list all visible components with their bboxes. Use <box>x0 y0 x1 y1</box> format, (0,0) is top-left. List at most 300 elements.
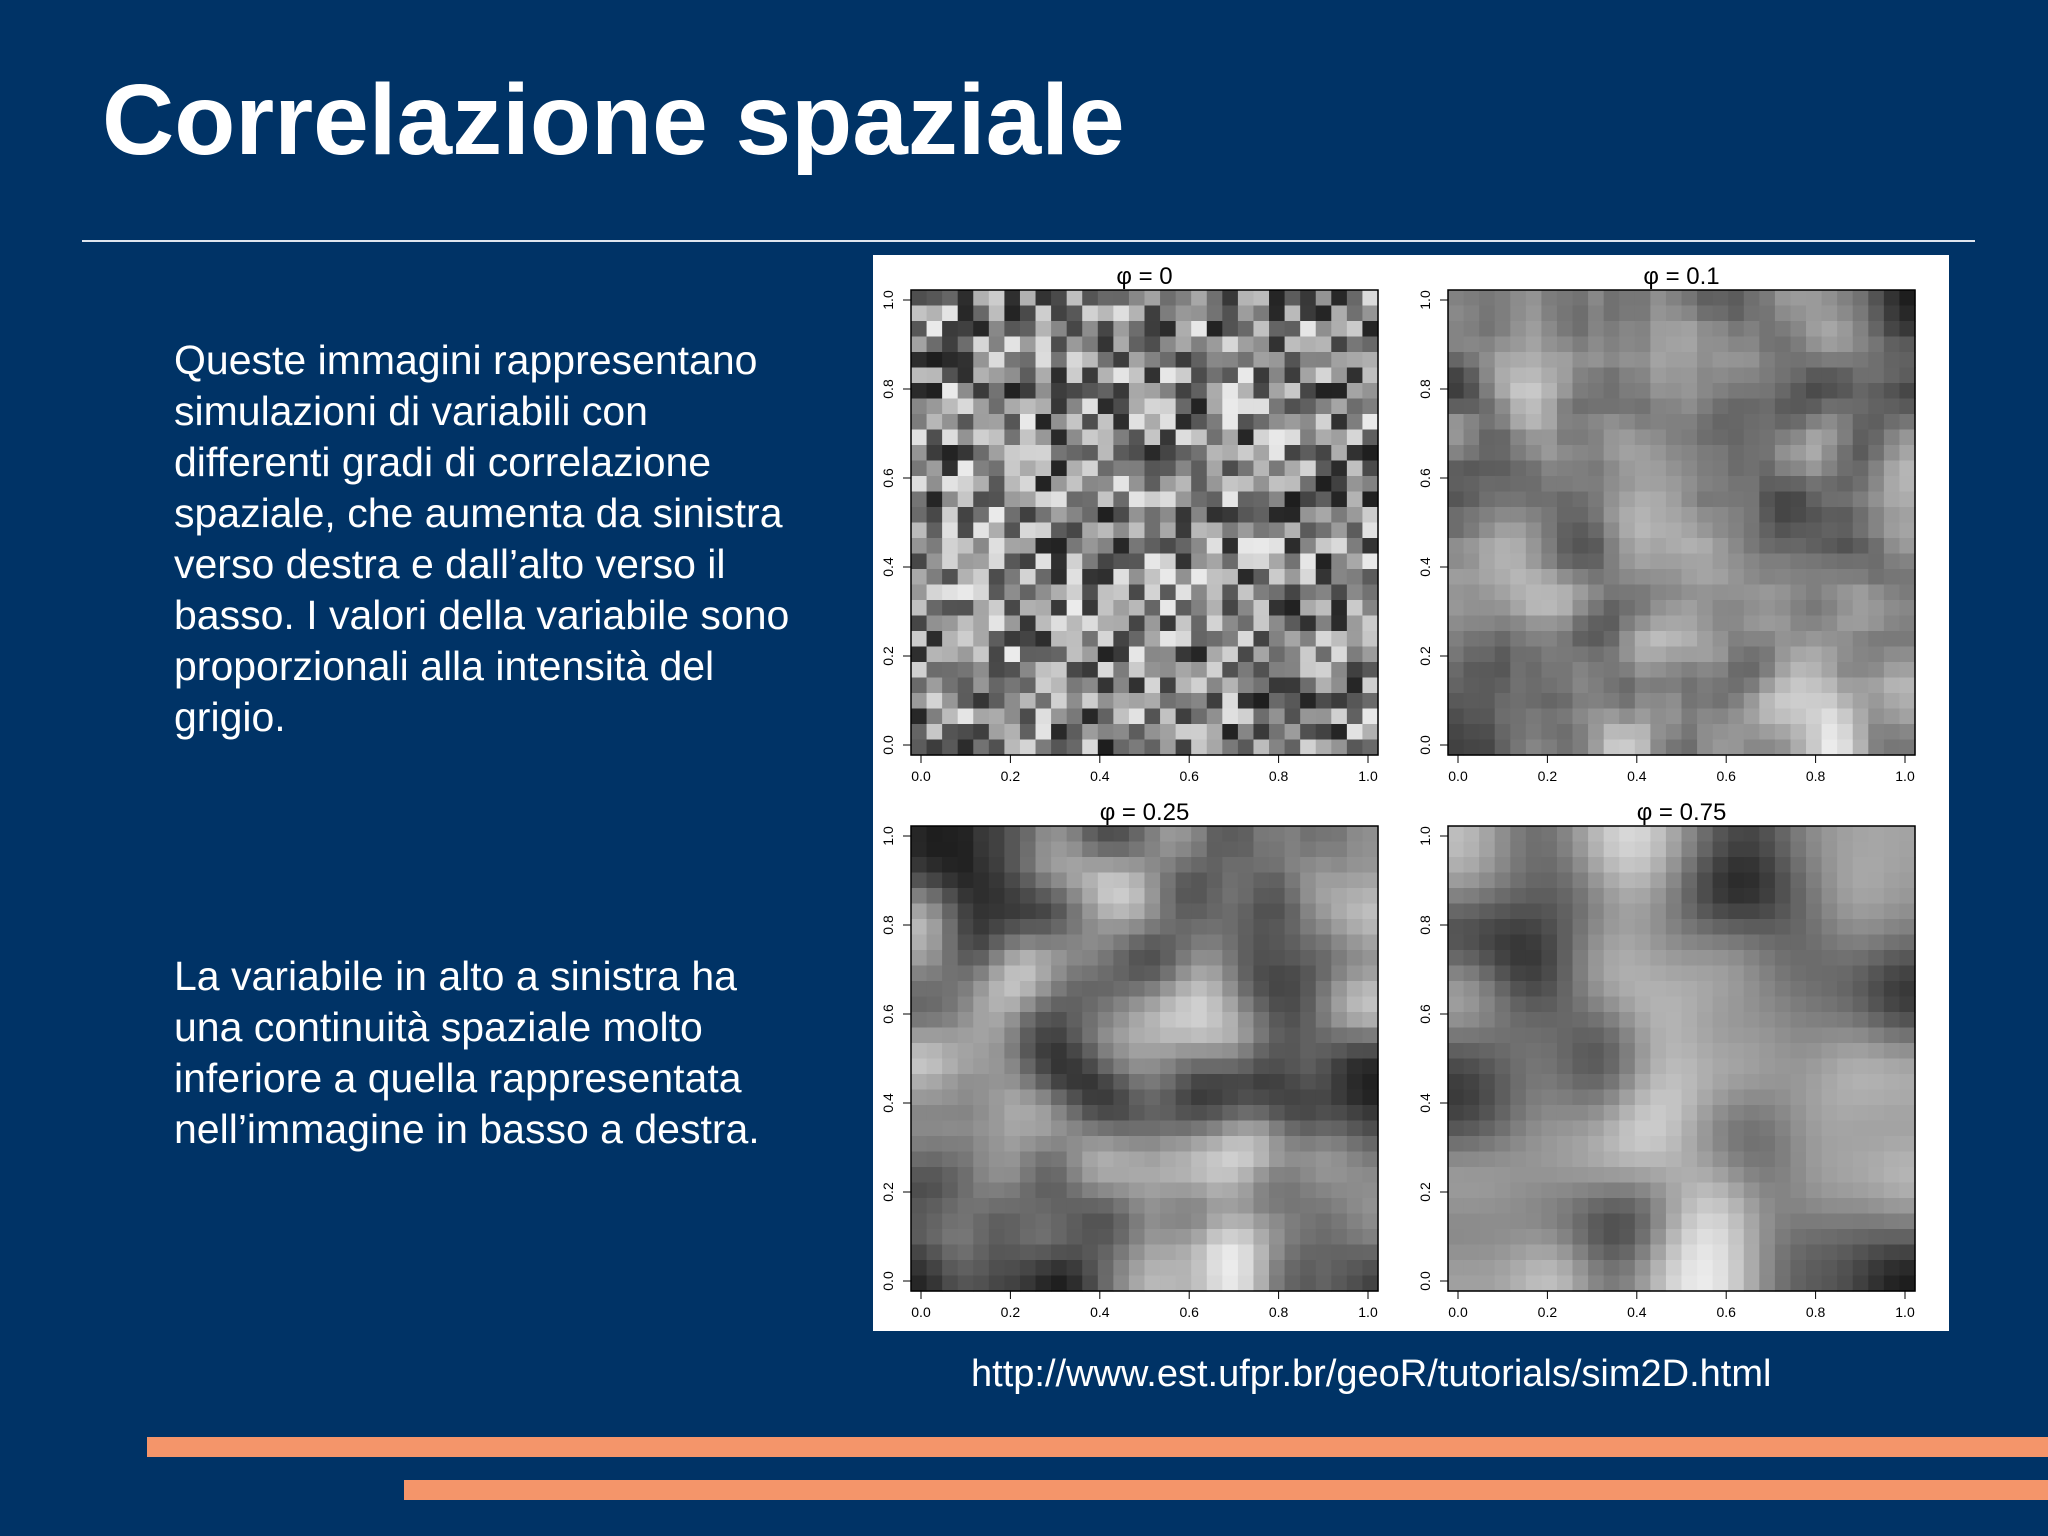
heatmap-cell <box>1051 935 1067 951</box>
heatmap-cell <box>1129 678 1145 694</box>
heatmap-cell <box>1145 1105 1161 1121</box>
heatmap-cell <box>1347 616 1363 632</box>
heatmap-cell <box>1868 538 1884 554</box>
heatmap-cell <box>1362 306 1378 322</box>
heatmap-cell <box>911 430 927 446</box>
heatmap-cell <box>1697 445 1713 461</box>
heatmap-cell <box>1300 1043 1316 1059</box>
heatmap-cell <box>1541 1121 1557 1137</box>
heatmap-cell <box>1129 1028 1145 1044</box>
heatmap-cell <box>1253 1229 1269 1245</box>
heatmap-cell <box>1822 1198 1838 1214</box>
heatmap-cell <box>1176 337 1192 353</box>
heatmap-cell <box>1098 1260 1114 1276</box>
heatmap-cell <box>1744 1028 1760 1044</box>
heatmap-cell <box>1285 600 1301 616</box>
heatmap-cell <box>1822 368 1838 384</box>
heatmap-cell <box>1176 935 1192 951</box>
heatmap-cell <box>958 1136 974 1152</box>
heatmap-cell <box>1588 321 1604 337</box>
heatmap-cell <box>1541 1028 1557 1044</box>
heatmap-cell <box>1790 290 1806 306</box>
heatmap-cell <box>1604 430 1620 446</box>
heatmap-cell <box>1806 600 1822 616</box>
heatmap-cell <box>958 368 974 384</box>
heatmap-cell <box>911 1028 927 1044</box>
heatmap-cell <box>1238 414 1254 430</box>
heatmap-cell <box>1176 585 1192 601</box>
heatmap-cell <box>1588 1059 1604 1075</box>
heatmap-cell <box>1728 306 1744 322</box>
heatmap-cell <box>1082 321 1098 337</box>
heatmap-cell <box>1713 981 1729 997</box>
heatmap-cell <box>1837 1183 1853 1199</box>
heatmap-cell <box>1300 461 1316 477</box>
heatmap-cell <box>1759 997 1775 1013</box>
heatmap-cell <box>1557 1105 1573 1121</box>
heatmap-cell <box>1822 873 1838 889</box>
heatmap-cell <box>1316 368 1332 384</box>
heatmap-cell <box>1837 904 1853 920</box>
heatmap-cell <box>1238 935 1254 951</box>
heatmap-cell <box>1067 1012 1083 1028</box>
heatmap-cell <box>1331 826 1347 842</box>
heatmap-cell <box>1191 1121 1207 1137</box>
heatmap-cell <box>1269 1074 1285 1090</box>
heatmap-cell <box>1207 1183 1223 1199</box>
heatmap-cell <box>1775 368 1791 384</box>
heatmap-cell <box>1526 1090 1542 1106</box>
heatmap-cell <box>1495 1245 1511 1261</box>
heatmap-cell <box>1176 569 1192 585</box>
heatmap-cell <box>1619 888 1635 904</box>
heatmap-cell <box>1666 1121 1682 1137</box>
heatmap-cell <box>1082 631 1098 647</box>
heatmap-cell <box>1129 492 1145 508</box>
heatmap-cell <box>1285 1152 1301 1168</box>
heatmap-cell <box>1300 1090 1316 1106</box>
heatmap-cell <box>1176 1167 1192 1183</box>
heatmap-cell <box>1191 1183 1207 1199</box>
heatmap-cell <box>958 1012 974 1028</box>
heatmap-cell <box>1362 842 1378 858</box>
heatmap-cell <box>1347 662 1363 678</box>
heatmap-cell <box>1806 678 1822 694</box>
x-tick-label: 0.4 <box>1627 768 1647 784</box>
heatmap-cell <box>1495 616 1511 632</box>
heatmap-cell <box>1191 919 1207 935</box>
heatmap-cell <box>911 476 927 492</box>
heatmap-cell <box>1098 290 1114 306</box>
heatmap-cell <box>1884 1152 1900 1168</box>
y-tick-label: 0.0 <box>1417 735 1433 755</box>
heatmap-cell <box>1619 1276 1635 1292</box>
heatmap-cell <box>1713 1260 1729 1276</box>
heatmap-cell <box>1238 631 1254 647</box>
heatmap-cell <box>1145 1012 1161 1028</box>
heatmap-cell <box>1036 430 1052 446</box>
heatmap-cell <box>1331 290 1347 306</box>
heatmap-cell <box>1697 585 1713 601</box>
heatmap-cell <box>1129 1276 1145 1292</box>
heatmap-cell <box>1479 461 1495 477</box>
heatmap-cell <box>911 569 927 585</box>
heatmap-cell <box>1269 647 1285 663</box>
heatmap-cell <box>1713 647 1729 663</box>
heatmap-cell <box>927 904 943 920</box>
heatmap-cell <box>1868 873 1884 889</box>
heatmap-cell <box>1650 523 1666 539</box>
y-tick-label: 0.2 <box>1417 1182 1433 1202</box>
heatmap-cell <box>1510 631 1526 647</box>
heatmap-cell <box>1682 1043 1698 1059</box>
heatmap-cell <box>1635 1074 1651 1090</box>
heatmap-cell <box>1604 445 1620 461</box>
heatmap-cell <box>1806 1028 1822 1044</box>
heatmap-cell <box>989 1121 1005 1137</box>
heatmap-cell <box>1129 1198 1145 1214</box>
heatmap-cell <box>1853 399 1869 415</box>
heatmap-cell <box>1526 1152 1542 1168</box>
heatmap-cell <box>1713 337 1729 353</box>
heatmap-cell <box>1728 724 1744 740</box>
y-tick-label: 0.8 <box>880 379 896 399</box>
heatmap-cell <box>1526 981 1542 997</box>
source-link[interactable]: http://www.est.ufpr.br/geoR/tutorials/sim2D.html <box>971 1353 1772 1395</box>
heatmap-cell <box>1759 709 1775 725</box>
heatmap-cell <box>1510 461 1526 477</box>
heatmap-cell <box>1853 857 1869 873</box>
heatmap-cell <box>1744 476 1760 492</box>
heatmap-cell <box>1588 631 1604 647</box>
heatmap-cell <box>1051 476 1067 492</box>
heatmap-cell <box>1253 306 1269 322</box>
heatmap-cell <box>1160 461 1176 477</box>
heatmap-cell <box>1362 1074 1378 1090</box>
heatmap-cell <box>1238 888 1254 904</box>
heatmap-cell <box>1619 1183 1635 1199</box>
heatmap-cell <box>973 1074 989 1090</box>
heatmap-cell <box>1300 1214 1316 1230</box>
heatmap-cell <box>1129 966 1145 982</box>
heatmap-cell <box>1464 569 1480 585</box>
heatmap-cell <box>1160 888 1176 904</box>
heatmap-cell <box>1448 966 1464 982</box>
heatmap-cell <box>1285 842 1301 858</box>
heatmap-cell <box>1448 1121 1464 1137</box>
heatmap-cell <box>1145 981 1161 997</box>
heatmap-cell <box>1790 647 1806 663</box>
heatmap-cell <box>1650 1198 1666 1214</box>
heatmap-cell <box>1238 724 1254 740</box>
heatmap-cell <box>1067 337 1083 353</box>
heatmap-cell <box>1573 554 1589 570</box>
heatmap-cell <box>1098 1043 1114 1059</box>
heatmap-cell <box>1557 600 1573 616</box>
heatmap-cell <box>1899 1136 1915 1152</box>
heatmap-cell <box>1557 826 1573 842</box>
heatmap-cell <box>1775 290 1791 306</box>
heatmap-cell <box>1004 966 1020 982</box>
heatmap-cell <box>1051 631 1067 647</box>
heatmap-cell <box>1129 740 1145 756</box>
heatmap-cell <box>1300 842 1316 858</box>
heatmap-cell <box>1020 724 1036 740</box>
heatmap-cell <box>1238 1090 1254 1106</box>
heatmap-cell <box>1051 507 1067 523</box>
heatmap-cell <box>1884 1090 1900 1106</box>
heatmap-cell <box>1316 842 1332 858</box>
heatmap-cell <box>1316 554 1332 570</box>
heatmap-cell <box>1666 321 1682 337</box>
heatmap-cell <box>911 337 927 353</box>
heatmap-cell <box>927 740 943 756</box>
heatmap-cell <box>1464 368 1480 384</box>
heatmap-cell <box>1728 600 1744 616</box>
heatmap-cell <box>1331 414 1347 430</box>
heatmap-cell <box>1759 507 1775 523</box>
heatmap-cell <box>1269 857 1285 873</box>
heatmap-cell <box>1098 476 1114 492</box>
heatmap-cell <box>1464 321 1480 337</box>
heatmap-cell <box>1510 399 1526 415</box>
heatmap-cell <box>1036 981 1052 997</box>
heatmap-cell <box>1113 693 1129 709</box>
heatmap-cell <box>1557 740 1573 756</box>
heatmap-cell <box>1573 290 1589 306</box>
heatmap-cell <box>1300 1059 1316 1075</box>
heatmap-cell <box>1541 888 1557 904</box>
heatmap-cell <box>911 1121 927 1137</box>
heatmap-cell <box>911 523 927 539</box>
heatmap-cell <box>1510 492 1526 508</box>
heatmap-cell <box>1253 873 1269 889</box>
heatmap-cell <box>1526 507 1542 523</box>
heatmap-cell <box>1129 321 1145 337</box>
heatmap-cell <box>1853 1043 1869 1059</box>
heatmap-cell <box>1650 538 1666 554</box>
heatmap-cell <box>1557 662 1573 678</box>
heatmap-cell <box>1362 492 1378 508</box>
heatmap-cell <box>1806 1183 1822 1199</box>
heatmap-cell <box>1884 888 1900 904</box>
heatmap-cell <box>1285 950 1301 966</box>
heatmap-cell <box>942 616 958 632</box>
heatmap-cell <box>1448 445 1464 461</box>
heatmap-cell <box>1269 507 1285 523</box>
heatmap-cell <box>1129 950 1145 966</box>
heatmap-cell <box>1682 368 1698 384</box>
heatmap-cell <box>1238 430 1254 446</box>
heatmap-cell <box>942 919 958 935</box>
heatmap-cell <box>1020 1276 1036 1292</box>
heatmap-cell <box>1331 935 1347 951</box>
heatmap-cell <box>1682 950 1698 966</box>
heatmap-cell <box>1759 740 1775 756</box>
heatmap-cell <box>1238 966 1254 982</box>
heatmap-cell <box>1495 600 1511 616</box>
heatmap-cell <box>1604 1167 1620 1183</box>
heatmap-cell <box>1129 290 1145 306</box>
heatmap-cell <box>911 740 927 756</box>
heatmap-cell <box>1837 352 1853 368</box>
heatmap-cell <box>1868 368 1884 384</box>
heatmap-cell <box>1285 935 1301 951</box>
heatmap-cell <box>1191 709 1207 725</box>
heatmap-cell <box>1619 724 1635 740</box>
heatmap-cell <box>1635 1152 1651 1168</box>
heatmap-cell <box>1604 321 1620 337</box>
heatmap-cell <box>1067 1043 1083 1059</box>
heatmap-cell <box>1697 1260 1713 1276</box>
heatmap-cell <box>1448 585 1464 601</box>
heatmap-cell <box>1347 1260 1363 1276</box>
heatmap-cell <box>942 904 958 920</box>
heatmap-cell <box>1238 709 1254 725</box>
heatmap-cell <box>1884 368 1900 384</box>
heatmap-cell <box>1557 935 1573 951</box>
heatmap-cell <box>1526 1074 1542 1090</box>
heatmap-cell <box>1191 1012 1207 1028</box>
heatmap-cell <box>1697 997 1713 1013</box>
heatmap-cell <box>1806 873 1822 889</box>
heatmap-cell <box>1316 1183 1332 1199</box>
heatmap-cell <box>1666 1229 1682 1245</box>
heatmap-cell <box>1744 1198 1760 1214</box>
heatmap-cell <box>1316 1276 1332 1292</box>
heatmap-cell <box>1347 709 1363 725</box>
heatmap-cell <box>1728 1198 1744 1214</box>
heatmap-cell <box>1650 1229 1666 1245</box>
heatmap-cell <box>1176 399 1192 415</box>
heatmap-cell <box>1853 647 1869 663</box>
heatmap-cell <box>1316 569 1332 585</box>
heatmap-cell <box>1557 693 1573 709</box>
heatmap-cell <box>1098 935 1114 951</box>
heatmap-cell <box>1790 1012 1806 1028</box>
heatmap-cell <box>1604 678 1620 694</box>
heatmap-cell <box>1853 997 1869 1013</box>
heatmap-cell <box>1635 842 1651 858</box>
heatmap-cell <box>1020 476 1036 492</box>
heatmap-cell <box>1098 1105 1114 1121</box>
heatmap-cell <box>1222 1276 1238 1292</box>
heatmap-cell <box>1697 616 1713 632</box>
heatmap-cell <box>1347 693 1363 709</box>
heatmap-cell <box>1238 290 1254 306</box>
heatmap-cell <box>1713 616 1729 632</box>
heatmap-cell <box>1573 1028 1589 1044</box>
heatmap-cell <box>1269 888 1285 904</box>
heatmap-cell <box>1448 1136 1464 1152</box>
heatmap-cell <box>1222 935 1238 951</box>
heatmap-cell <box>1191 981 1207 997</box>
heatmap-cell <box>1744 1012 1760 1028</box>
heatmap-cell <box>1884 919 1900 935</box>
heatmap-cell <box>1222 997 1238 1013</box>
heatmap-cell <box>1682 445 1698 461</box>
heatmap-cell <box>1448 476 1464 492</box>
heatmap-cell <box>1666 997 1682 1013</box>
heatmap-cell <box>1806 857 1822 873</box>
heatmap-cell <box>1176 997 1192 1013</box>
heatmap-cell <box>1759 842 1775 858</box>
heatmap-cell <box>1098 1012 1114 1028</box>
heatmap-cell <box>1479 585 1495 601</box>
heatmap-cell <box>1004 826 1020 842</box>
heatmap-cell <box>1176 1229 1192 1245</box>
heatmap-cell <box>1697 290 1713 306</box>
heatmap-cell <box>1448 1229 1464 1245</box>
heatmap-cell <box>1464 1214 1480 1230</box>
heatmap-cell <box>1160 554 1176 570</box>
heatmap-cell <box>958 1090 974 1106</box>
heatmap-cell <box>1728 445 1744 461</box>
heatmap-cell <box>1604 1012 1620 1028</box>
heatmap-cell <box>973 662 989 678</box>
heatmap-cell <box>1510 1028 1526 1044</box>
heatmap-cell <box>911 857 927 873</box>
heatmap-cell <box>1713 569 1729 585</box>
heatmap-cell <box>1775 873 1791 889</box>
heatmap-cell <box>1884 538 1900 554</box>
heatmap-cell <box>1510 1152 1526 1168</box>
heatmap-cell <box>1191 647 1207 663</box>
heatmap-cell <box>1479 740 1495 756</box>
heatmap-cell <box>1744 647 1760 663</box>
heatmap-cell <box>1479 1028 1495 1044</box>
heatmap-cell <box>1316 1028 1332 1044</box>
heatmap-cell <box>1036 997 1052 1013</box>
heatmap-cell <box>1479 1059 1495 1075</box>
heatmap-cell <box>1806 1121 1822 1137</box>
heatmap-cell <box>1207 693 1223 709</box>
heatmap-cell <box>1269 873 1285 889</box>
heatmap-cell <box>1510 1183 1526 1199</box>
heatmap-cell <box>942 857 958 873</box>
heatmap-cell <box>1004 368 1020 384</box>
heatmap-cell <box>1285 888 1301 904</box>
heatmap-cell <box>1588 600 1604 616</box>
heatmap-cell <box>1837 554 1853 570</box>
y-tick-label: 0.4 <box>1417 1093 1433 1113</box>
heatmap-cell <box>1036 337 1052 353</box>
heatmap-cell <box>1098 842 1114 858</box>
heatmap-cell <box>1362 1105 1378 1121</box>
heatmap-cell <box>1775 1229 1791 1245</box>
heatmap-cell <box>1666 857 1682 873</box>
heatmap-cell <box>1604 368 1620 384</box>
heatmap-cell <box>1347 414 1363 430</box>
heatmap-cell <box>1666 1276 1682 1292</box>
heatmap-cell <box>1362 950 1378 966</box>
heatmap-cell <box>1495 445 1511 461</box>
heatmap-cell <box>1191 1245 1207 1261</box>
x-tick-label: 0.4 <box>1090 1304 1110 1320</box>
heatmap-cell <box>1619 678 1635 694</box>
heatmap-cell <box>1619 873 1635 889</box>
heatmap-cell <box>1448 616 1464 632</box>
heatmap-cell <box>1604 1121 1620 1137</box>
heatmap-cell <box>1495 352 1511 368</box>
heatmap-cell <box>1837 616 1853 632</box>
heatmap-cell <box>1082 368 1098 384</box>
heatmap-cell <box>1253 1260 1269 1276</box>
heatmap-cell <box>1253 600 1269 616</box>
heatmap-cell <box>1697 966 1713 982</box>
heatmap-cell <box>1113 966 1129 982</box>
heatmap-cell <box>1448 935 1464 951</box>
